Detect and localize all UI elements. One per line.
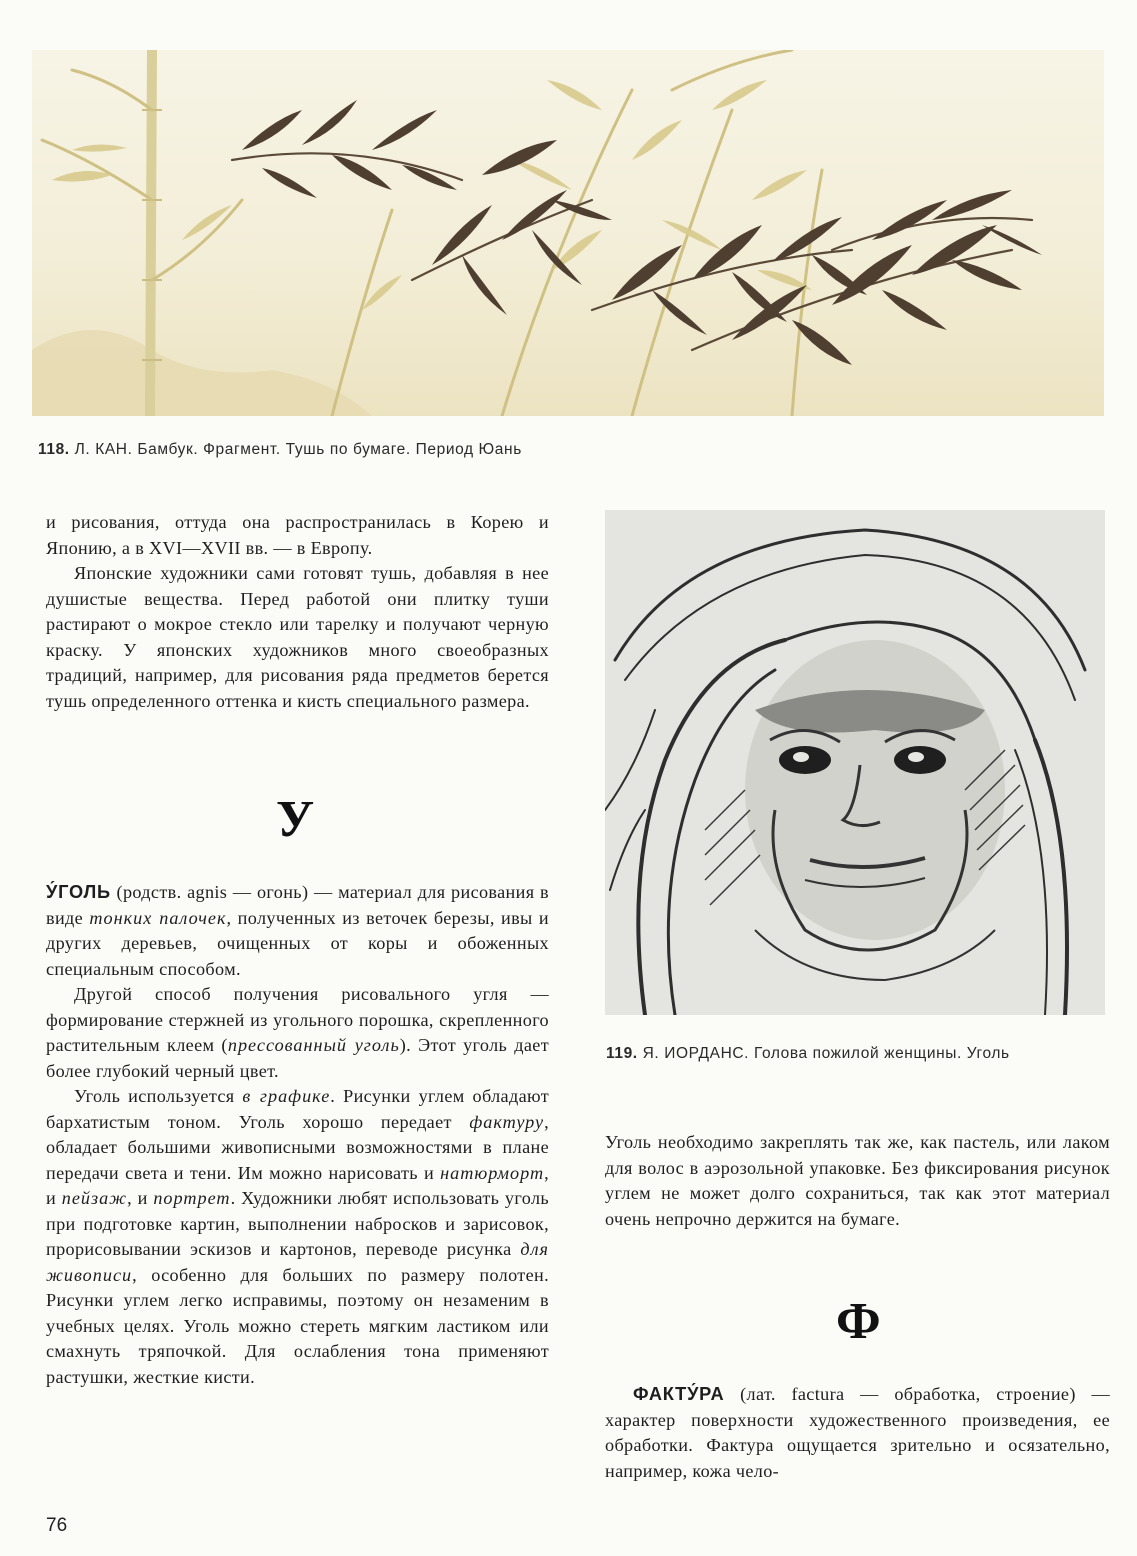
figure-119-text: Я. ИОРДАНС. Голова пожилой женщины. Уголь <box>642 1045 1010 1062</box>
entry-ugol-usage: Уголь используется в графике. Рисунки углем обладают бархатистым тоном. Уголь хорошо передает фактуру, обладает большими живописными возможностями в плане передачи света и тени. Им можно нарисовать и натюрморт, и пейзаж, и портрет. Художники любят использовать уголь при подготовке картин, выполнении набросков и зарисовок, прорисовывании эскизов и картонов, переводе рисунка для живописи, особенно для больших по размеру полотен. Рисунки углем легко исправимы, поэтому он незаменим в учебных целях. Уголь можно стереть мягким ластиком или смахнуть тряпочкой. Для ослабления тона применяют растушки, жесткие кисти. <box>46 1086 550 1387</box>
figure-119-caption <box>606 1043 1106 1064</box>
paragraph-continuation: и рисования, оттуда она распространилась в Корею и Японию, а в XVI—XVII вв. — в Европу. <box>46 512 549 558</box>
entry-ugol <box>46 880 549 1390</box>
entry-faktura <box>605 1382 1110 1484</box>
paragraph-japanese-artists: Японские художники сами готовят тушь, добавляя в нее душистые вещества. Перед работой они плитку туши растирают о мокрое стекло или тарелку и получают черную краску. У японских художников много своеобразных традиций, например, для рисования ряда предметов берется тушь определенного оттенка и кисть специального размера. <box>46 563 549 711</box>
entry-ugol-definition: У́ГОЛЬ (родств. agnis — огонь) — материал для рисования в виде тонких палочек, полученных из веточек березы, ивы и других деревьев, очищенных от коры и обоженных специальным способом. <box>46 882 549 979</box>
page-number: 76 <box>46 1515 68 1536</box>
figure-118-caption <box>38 441 522 459</box>
figure-118-number: 118. <box>38 441 70 458</box>
right-column-upper <box>605 1130 1110 1232</box>
entry-faktura-definition: ФАКТУ́РА (лат. factura — обработка, строение) — характер поверхности художественного произведения, ее обработки. Фактура ощущается зрительно и осязательно, например, кожа чело- <box>605 1384 1110 1481</box>
entry-ugol-term: У́ГОЛЬ <box>46 882 111 902</box>
bamboo-drawing <box>32 50 1104 416</box>
section-letter-u: У <box>276 791 315 848</box>
figure-118-text: Л. КАН. Бамбук. Фрагмент. Тушь по бумаге. Период Юань <box>74 441 522 458</box>
portrait-drawing <box>605 510 1105 1015</box>
entry-ugol-pressed: Другой способ получения рисовального угля — формирование стержней из угольного порошка, скрепленного растительным клеем (прессованный уголь). Этот уголь дает более глубокий черный цвет. <box>46 984 549 1081</box>
section-letter-f: Ф <box>836 1293 881 1350</box>
paragraph-fixing-charcoal: Уголь необходимо закреплять так же, как пастель, или лаком для волос в аэрозольной упаковке. Без фиксирования рисунок углем не может долго сохраниться, так как этот материал очень непрочно держится на бумаге. <box>605 1132 1110 1229</box>
figure-119-number: 119. <box>606 1045 638 1062</box>
charcoal-portrait <box>605 510 1105 1015</box>
left-column-upper <box>46 510 549 714</box>
entry-faktura-term: ФАКТУ́РА <box>633 1384 725 1404</box>
bamboo-illustration <box>32 50 1104 416</box>
